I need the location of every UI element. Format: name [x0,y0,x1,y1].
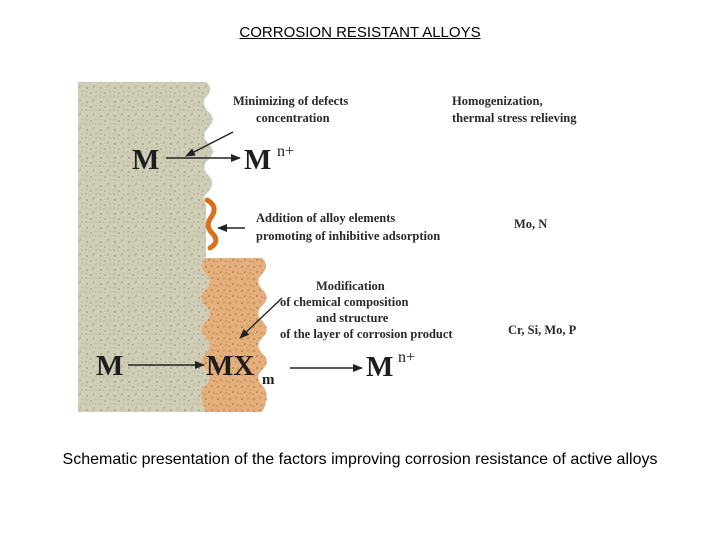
page-title: CORROSION RESISTANT ALLOYS [239,24,481,41]
label-mod-line3: and structure [316,311,389,325]
label-elements: Cr, Si, Mo, P [508,323,577,337]
eq-bottom-intermediate-sub: m [262,372,275,388]
label-alloy-line1: Addition of alloy elements [256,211,396,225]
label-alloy-line2: promoting of inhibitive adsorption [256,229,441,243]
label-homog-line1: Homogenization, [452,94,543,108]
adsorbate-squiggle [207,200,216,248]
label-defects-line1: Minimizing of defects [233,94,349,108]
label-mod-line1: Modification [316,279,385,293]
label-homog-line2: thermal stress relieving [452,111,577,125]
eq-bottom-intermediate: MX [206,350,255,382]
figure-caption: Schematic presentation of the factors improving corrosion resistance of active alloys [62,451,658,468]
label-mo-n: Mo, N [514,217,548,231]
label-defects-line2: concentration [256,111,330,125]
eq-bottom-product: M [366,351,394,383]
eq-top-product-sup: n+ [277,143,295,160]
eq-bottom-reactant: M [96,350,124,382]
eq-bottom-product-sup: n+ [398,349,416,366]
eq-top-product: M [244,144,272,176]
eq-top-reactant: M [132,144,160,176]
corrosion-product-layer [201,258,267,412]
label-mod-line4: of the layer of corrosion product [280,327,453,341]
label-mod-line2: of chemical composition [280,295,409,309]
